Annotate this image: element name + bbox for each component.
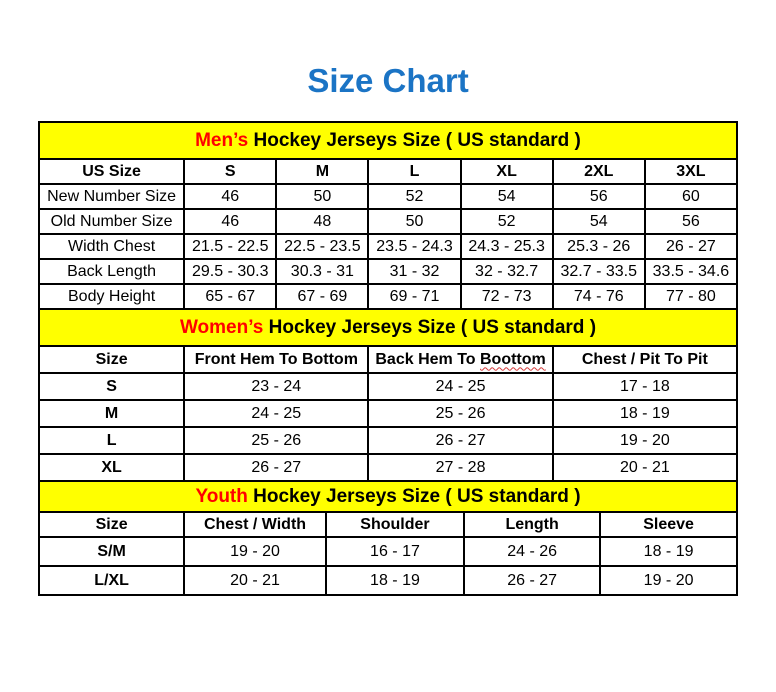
column-header: Size [39, 346, 184, 373]
table-row [39, 234, 737, 259]
cell: 18 - 19 [600, 537, 737, 566]
row-label: L [39, 427, 184, 454]
cell: 46 [184, 209, 276, 234]
banner-text: Hockey Jerseys Size ( US standard ) [247, 485, 581, 507]
table-row [39, 284, 737, 309]
row-label: Body Height [39, 284, 184, 309]
cell: 52 [461, 209, 553, 234]
cell: 19 - 20 [184, 537, 326, 566]
cell: 25 - 26 [184, 427, 368, 454]
cell: 69 - 71 [368, 284, 460, 309]
cell: 26 - 27 [464, 566, 600, 595]
column-header: Chest / Width [184, 512, 326, 537]
cell: 52 [368, 184, 460, 209]
cell: 56 [645, 209, 737, 234]
row-label: XL [39, 454, 184, 481]
banner-highlight: Youth [195, 485, 248, 507]
column-header: XL [461, 159, 553, 184]
column-header: L [368, 159, 460, 184]
column-header: Length [464, 512, 600, 537]
size-table-womens [38, 308, 738, 482]
cell: 24 - 25 [368, 373, 552, 400]
table-row [39, 537, 737, 566]
cell: 74 - 76 [553, 284, 645, 309]
row-label: S/M [39, 537, 184, 566]
row-label: S [39, 373, 184, 400]
cell: 18 - 19 [326, 566, 464, 595]
section-banner-youth [39, 481, 737, 512]
column-header: Front Hem To Bottom [184, 346, 368, 373]
row-label: M [39, 400, 184, 427]
size-table-youth [38, 480, 738, 596]
cell: 67 - 69 [276, 284, 368, 309]
column-header: Shoulder [326, 512, 464, 537]
cell: 26 - 27 [184, 454, 368, 481]
cell: 19 - 20 [600, 566, 737, 595]
cell: 50 [368, 209, 460, 234]
cell: 24.3 - 25.3 [461, 234, 553, 259]
column-header: Chest / Pit To Pit [553, 346, 737, 373]
cell: 24 - 26 [464, 537, 600, 566]
cell: 25.3 - 26 [553, 234, 645, 259]
banner-text: Hockey Jerseys Size ( US standard ) [248, 129, 581, 151]
column-header: US Size [39, 159, 184, 184]
cell: 24 - 25 [184, 400, 368, 427]
table-row [39, 400, 737, 427]
cell: 19 - 20 [553, 427, 737, 454]
table-row [39, 373, 737, 400]
column-header: 3XL [645, 159, 737, 184]
cell: 17 - 18 [553, 373, 737, 400]
cell: 54 [553, 209, 645, 234]
cell: 20 - 21 [184, 566, 326, 595]
row-label: Back Length [39, 259, 184, 284]
cell: 25 - 26 [368, 400, 552, 427]
cell: 60 [645, 184, 737, 209]
row-label: New Number Size [39, 184, 184, 209]
cell: 72 - 73 [461, 284, 553, 309]
cell: 50 [276, 184, 368, 209]
banner-highlight: Men’s [195, 129, 249, 151]
cell: 54 [461, 184, 553, 209]
size-chart-tables [38, 121, 738, 596]
section-banner-womens [39, 309, 737, 346]
cell: 31 - 32 [368, 259, 460, 284]
table-row [39, 454, 737, 481]
cell: 27 - 28 [368, 454, 552, 481]
page-title: Size Chart [307, 62, 469, 99]
cell: 77 - 80 [645, 284, 737, 309]
section-banner-mens [39, 122, 737, 159]
size-table-mens [38, 121, 738, 310]
row-label: Old Number Size [39, 209, 184, 234]
cell: 26 - 27 [645, 234, 737, 259]
cell: 22.5 - 23.5 [276, 234, 368, 259]
cell: 48 [276, 209, 368, 234]
cell: 29.5 - 30.3 [184, 259, 276, 284]
cell: 33.5 - 34.6 [645, 259, 737, 284]
cell: 18 - 19 [553, 400, 737, 427]
column-header: 2XL [553, 159, 645, 184]
cell: 16 - 17 [326, 537, 464, 566]
row-label: Width Chest [39, 234, 184, 259]
cell: 65 - 67 [184, 284, 276, 309]
column-header: S [184, 159, 276, 184]
row-label: L/XL [39, 566, 184, 595]
cell: 46 [184, 184, 276, 209]
table-row [39, 566, 737, 595]
column-header: M [276, 159, 368, 184]
table-row [39, 427, 737, 454]
banner-highlight: Women’s [179, 316, 264, 338]
cell: 20 - 21 [553, 454, 737, 481]
column-header: Size [39, 512, 184, 537]
misspelled-word: Boottom [480, 350, 546, 368]
column-header: Sleeve [600, 512, 737, 537]
cell: 23 - 24 [184, 373, 368, 400]
cell: 32.7 - 33.5 [553, 259, 645, 284]
cell: 30.3 - 31 [276, 259, 368, 284]
cell: 23.5 - 24.3 [368, 234, 460, 259]
table-row [39, 184, 737, 209]
cell: 32 - 32.7 [461, 259, 553, 284]
cell: 56 [553, 184, 645, 209]
cell: 21.5 - 22.5 [184, 234, 276, 259]
column-header: Back Hem To Boottom [368, 346, 552, 373]
cell: 26 - 27 [368, 427, 552, 454]
banner-text: Hockey Jerseys Size ( US standard ) [263, 316, 597, 338]
table-row [39, 209, 737, 234]
table-row [39, 259, 737, 284]
